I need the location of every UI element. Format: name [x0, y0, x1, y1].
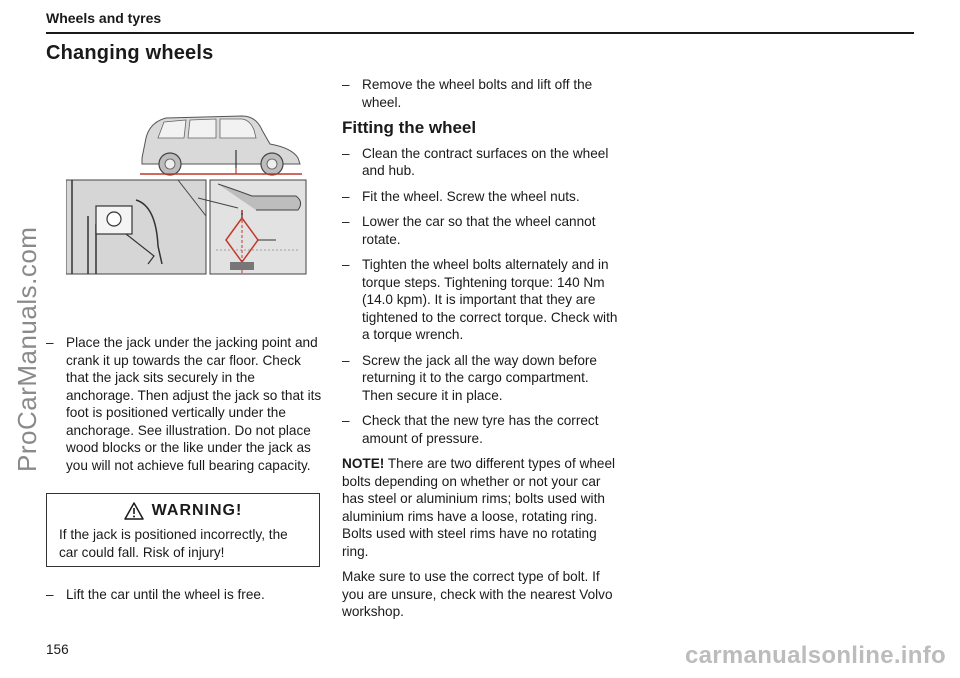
step-dash: –: [46, 587, 54, 602]
note-paragraph: [342, 455, 618, 560]
step-screw-jack: [342, 352, 618, 405]
step-text: Tighten the wheel bolts alternately and in torque steps. Tightening torque: 140 Nm (14.0 kpm). It is important that they are tightened to the correct torque. Check with a torque wrench.: [362, 257, 618, 342]
warning-title: WARNING!: [151, 502, 243, 520]
car-drawing: [140, 116, 302, 175]
step-text: Screw the jack all the way down before returning it to the cargo compartment. Then secure it in place.: [362, 352, 597, 403]
step-dash: –: [342, 77, 350, 92]
warning-header: [59, 502, 307, 520]
step-text: Lower the car so that the wheel cannot rotate.: [362, 214, 596, 247]
page-number: 156: [46, 642, 69, 657]
step-check-pressure: [342, 412, 618, 447]
step-dash: –: [342, 214, 350, 229]
step-clean: [342, 145, 618, 180]
step-text: Check that the new tyre has the correct amount of pressure.: [362, 413, 599, 446]
step-dash: –: [342, 257, 350, 272]
watermark-bottom: carmanualsonline.info: [684, 642, 946, 669]
step-place-jack: [46, 334, 322, 474]
step-dash: –: [46, 335, 54, 350]
step-lower-car: [342, 213, 618, 248]
section-header: Wheels and tyres: [46, 10, 162, 26]
step-remove-bolts: [342, 76, 618, 111]
watermark-side: ProCarManuals.com: [12, 226, 42, 472]
jack-illustration: [66, 106, 312, 276]
step-dash: –: [342, 352, 350, 368]
jacking-point-detail: [66, 180, 206, 274]
right-column: [342, 76, 618, 629]
left-column: [46, 334, 322, 482]
step-tighten: [342, 256, 618, 344]
warning-text: If the jack is positioned incorrectly, the car could fall. Risk of injury!: [59, 527, 288, 560]
step-text: Place the jack under the jacking point and crank it up towards the car floor. Check that the jack sits securely in the anchorage. Then adjust the jack so that its foot is positioned vertically under the anchorage. See illustration. Do not place wood blocks or the like under the jack as you will not achieve full bearing capacity.: [66, 335, 322, 473]
header-rule: [46, 32, 914, 34]
step-text: Clean the contract surfaces on the wheel and hub.: [362, 145, 609, 178]
step-text: Remove the wheel bolts and lift off the wheel.: [362, 77, 593, 110]
section-title-fitting: Fitting the wheel: [342, 118, 477, 137]
warning-triangle-icon: [124, 502, 144, 520]
step-dash: –: [342, 145, 350, 161]
note-text: There are two different types of wheel bolts depending on whether or not your car has steel or aluminium rims; bolts used with aluminium rims have a loose, rotating ring. Bolts used with steel rims have no rotating ring.: [342, 456, 616, 559]
step-dash: –: [342, 413, 350, 428]
jack-position-detail: [210, 180, 306, 274]
warning-box: [46, 493, 320, 567]
step-fit-wheel: [342, 188, 618, 206]
note-label: NOTE!: [342, 456, 385, 471]
step-text: Lift the car until the wheel is free.: [66, 587, 265, 602]
step-dash: –: [342, 188, 350, 204]
step-lift-car: [46, 586, 342, 604]
closing-paragraph: Make sure to use the correct type of bolt. If you are unsure, check with the nearest Volvo workshop.: [342, 569, 613, 619]
step-text: Fit the wheel. Screw the wheel nuts.: [362, 188, 580, 204]
page-title: Changing wheels: [46, 42, 214, 64]
